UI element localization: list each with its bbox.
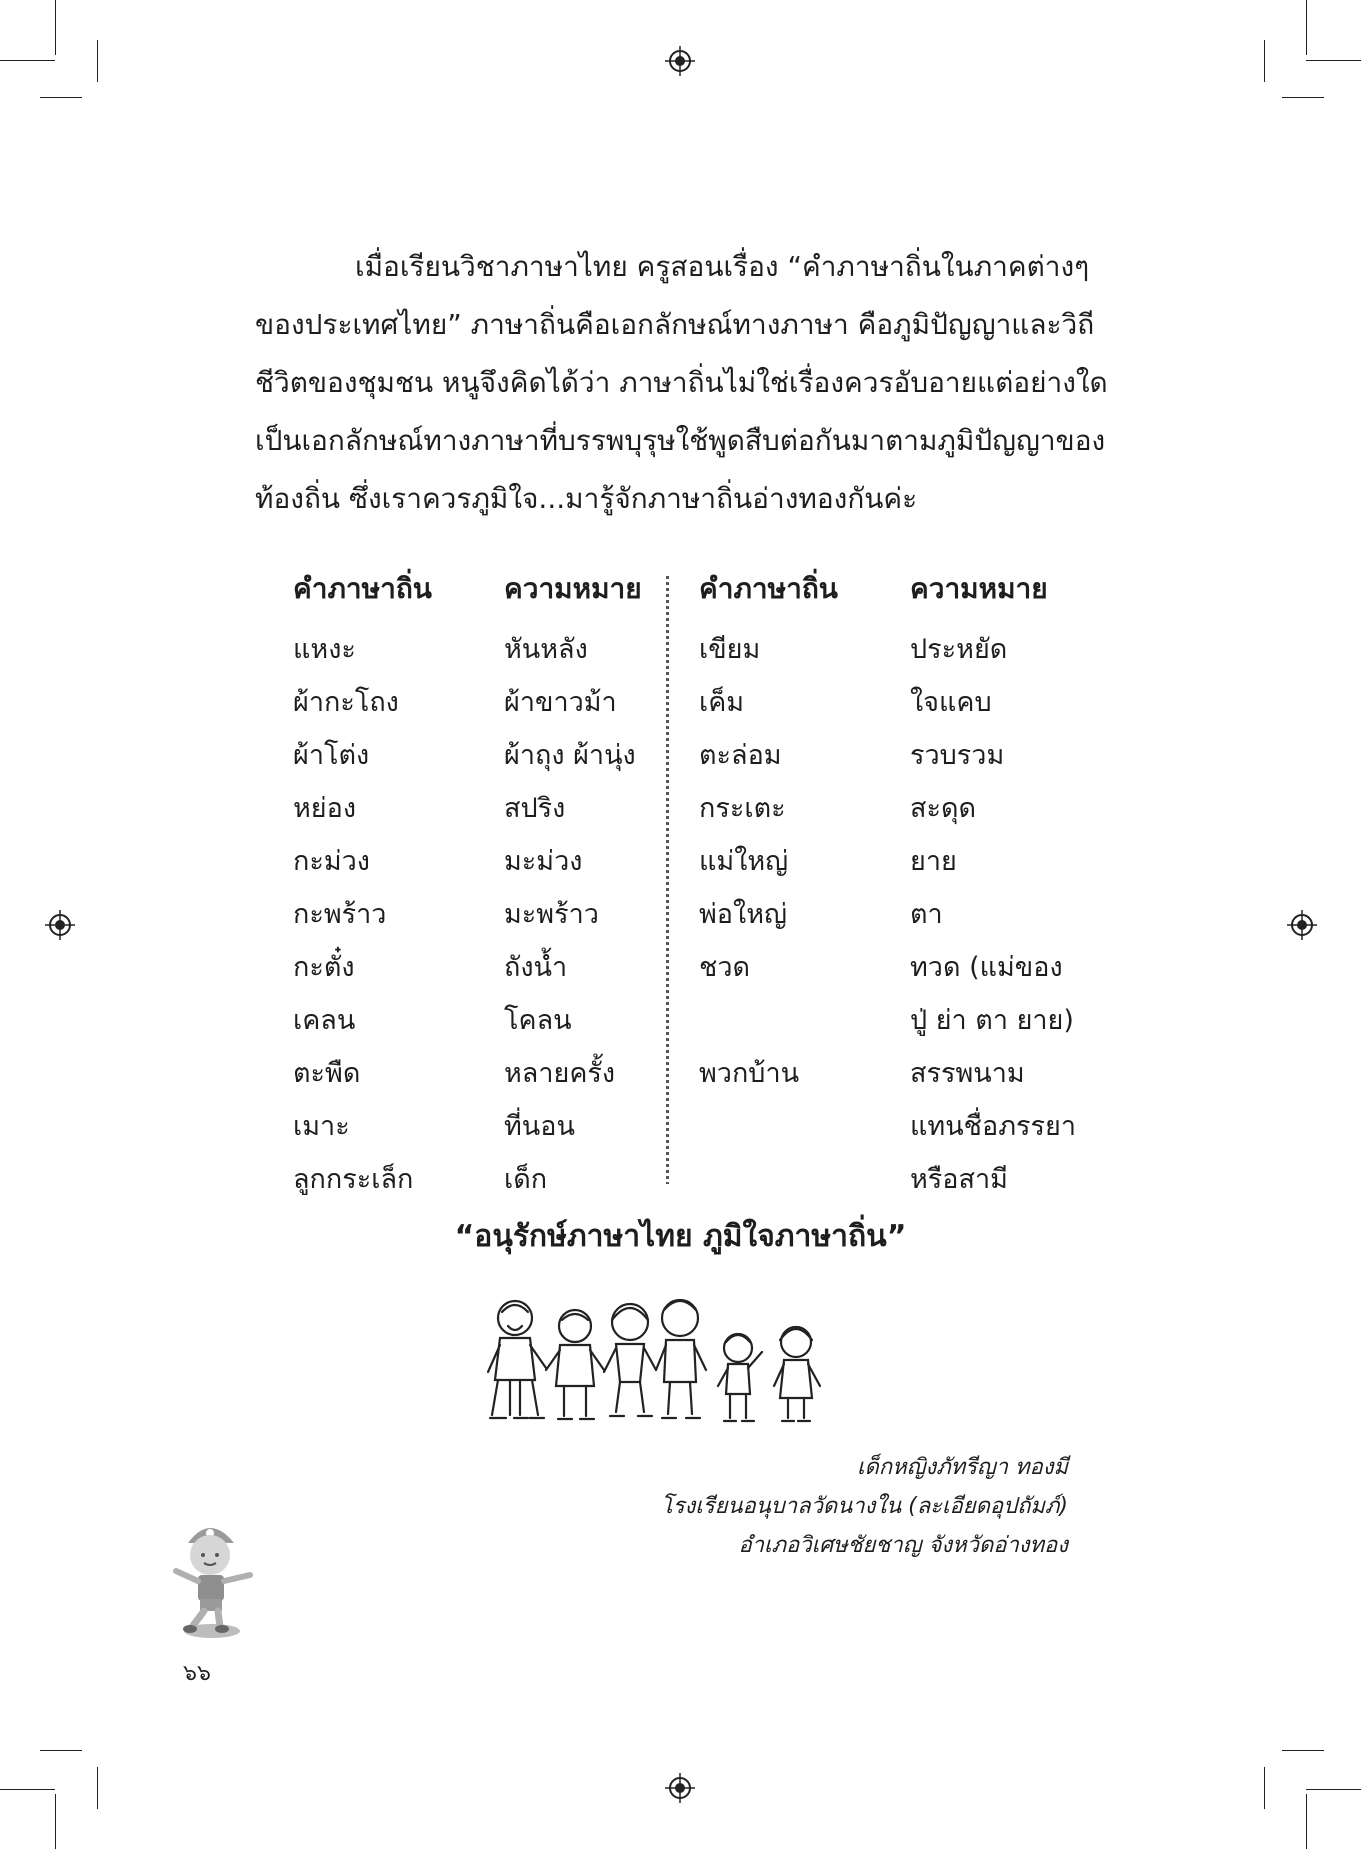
dialect-word: เค็ม [699, 687, 745, 718]
table-row [293, 1099, 642, 1152]
dialect-word: กะพร้าว [293, 899, 387, 930]
crop-mark [0, 1789, 55, 1790]
table-row [699, 993, 1076, 1046]
dialect-word: หย่อง [293, 793, 357, 824]
table-row [293, 728, 642, 781]
paragraph-line: เป็นเอกลักษณ์ทางภาษาที่บรรพบุรุษใช้พูดสืบต่อกันมาตามภูมิปัญญาของ [255, 424, 1106, 457]
table-row [699, 887, 1076, 940]
table-row [293, 1152, 642, 1205]
crop-mark [97, 40, 98, 82]
word-meaning: หรือสามี [910, 1164, 1008, 1195]
registration-mark-icon [1287, 910, 1317, 940]
word-meaning: ปู่ ย่า ตา ยาย) [910, 1005, 1074, 1036]
small-boy-figure [718, 1334, 762, 1421]
dialect-word: กระเตะ [699, 793, 786, 824]
girl-figure [604, 1304, 656, 1416]
word-meaning: หลายครั้ง [504, 1058, 616, 1089]
column-header-meaning: ความหมาย [504, 572, 642, 605]
crop-mark [1306, 1794, 1307, 1849]
dialect-word: เคลน [293, 1005, 356, 1036]
child-mascot-illustration [170, 1515, 260, 1640]
paragraph-line: ท้องถิ่น ซึ่งเราควรภูมิใจ...มารู้จักภาษาถิ่นอ่างทองกันค่ะ [255, 482, 918, 515]
word-meaning: ยาย [910, 846, 957, 877]
word-meaning: หันหลัง [504, 634, 588, 665]
grandmother-figure [546, 1310, 604, 1419]
word-meaning: โคลน [504, 1005, 572, 1036]
dialect-word: แม่ใหญ่ [699, 846, 789, 877]
dialect-word: กะม่วง [293, 846, 370, 877]
registration-mark-icon [45, 910, 75, 940]
word-meaning: สปริง [504, 793, 566, 824]
word-meaning: แทนชื่อภรรยา [910, 1111, 1076, 1142]
crop-mark [1264, 40, 1265, 82]
table-row [293, 993, 642, 1046]
table-row [293, 887, 642, 940]
crop-mark [1306, 0, 1307, 55]
author-location: อำเภอวิเศษชัยชาญ จังหวัดอ่างทอง [738, 1533, 1068, 1558]
table-row [699, 834, 1076, 887]
crop-mark [40, 97, 82, 98]
word-meaning: สะดุด [910, 793, 977, 824]
word-meaning: ผ้าถุง ผ้านุ่ง [504, 740, 636, 771]
column-header-meaning: ความหมาย [910, 572, 1048, 605]
vocab-table-right [699, 560, 1076, 1205]
grandfather-figure [488, 1301, 546, 1418]
table-header-row [699, 560, 1076, 618]
table-row [293, 675, 642, 728]
dialect-word: เขียม [699, 634, 761, 665]
author-credit [661, 1448, 1068, 1565]
dialect-word: ชวด [699, 952, 751, 983]
author-name: เด็กหญิงภัทรีญา ทองมี [857, 1455, 1068, 1480]
table-row [699, 781, 1076, 834]
dialect-word: พ่อใหญ่ [699, 899, 788, 930]
column-header-word: คำภาษาถิ่น [293, 572, 432, 605]
word-meaning: มะพร้าว [504, 899, 599, 930]
slogan: “อนุรักษ์ภาษาไทย ภูมิใจภาษาถิ่น” [454, 1219, 907, 1254]
dialect-word: ผ้าโต่ง [293, 740, 370, 771]
crop-mark [1282, 1750, 1324, 1751]
dialect-word: กะตั๋ง [293, 952, 355, 983]
crop-mark [40, 1750, 82, 1751]
page-number: ๖๖ [183, 1661, 211, 1686]
word-meaning: ประหยัด [910, 634, 1008, 665]
paragraph-line: เมื่อเรียนวิชาภาษาไทย ครูสอนเรื่อง “คำภาษาถิ่นในภาคต่างๆ [355, 250, 1090, 283]
author-school: โรงเรียนอนุบาลวัดนางใน (ละเอียดอุปถัมภ์) [660, 1494, 1068, 1519]
column-header-word: คำภาษาถิ่น [699, 572, 838, 605]
dialect-word: ตะล่อม [699, 740, 782, 771]
dotted-column-divider [666, 576, 669, 1184]
word-meaning: เด็ก [504, 1164, 548, 1195]
table-row [699, 728, 1076, 781]
table-row [293, 1046, 642, 1099]
dialect-word: ตะพืด [293, 1058, 361, 1089]
crop-mark [97, 1767, 98, 1809]
dialect-word: แหงะ [293, 634, 356, 665]
table-row [699, 622, 1076, 675]
table-row [699, 675, 1076, 728]
crop-mark [0, 60, 55, 61]
small-girl-figure [774, 1327, 820, 1421]
dialect-word: เมาะ [293, 1111, 350, 1142]
intro-paragraph [255, 238, 1108, 528]
crop-mark [1282, 97, 1324, 98]
paragraph-line: ของประเทศไทย” ภาษาถิ่นคือเอกลักษณ์ทางภาษา คือภูมิปัญญาและวิถี [255, 308, 1095, 341]
table-header-row [293, 560, 642, 618]
dialect-word: ลูกกระเล็ก [293, 1164, 414, 1195]
word-meaning: ถังน้ำ [504, 952, 568, 983]
table-row [293, 834, 642, 887]
word-meaning: สรรพนาม [910, 1058, 1025, 1089]
table-row [699, 1152, 1076, 1205]
word-meaning: ผ้าขาวม้า [504, 687, 617, 718]
crop-mark [1306, 1789, 1361, 1790]
word-meaning: ที่นอน [504, 1111, 575, 1142]
crop-mark [55, 1794, 56, 1849]
word-meaning: ทวด (แม่ของ [910, 952, 1063, 983]
table-row [293, 940, 642, 993]
table-row [699, 940, 1076, 993]
crop-mark [1306, 60, 1361, 61]
word-meaning: รวบรวม [910, 740, 1005, 771]
registration-mark-icon [665, 46, 695, 76]
paragraph-line: ชีวิตของชุมชน หนูจึงคิดได้ว่า ภาษาถิ่นไม่ใช่เรื่องควรอับอายแต่อย่างใด [255, 366, 1108, 399]
family-illustration [480, 1290, 840, 1430]
word-meaning: มะม่วง [504, 846, 583, 877]
crop-mark [55, 0, 56, 55]
table-row [699, 1046, 1076, 1099]
crop-mark [1264, 1767, 1265, 1809]
table-row [699, 1099, 1076, 1152]
table-row [293, 622, 642, 675]
word-meaning: ตา [910, 899, 943, 930]
dialect-word: พวกบ้าน [699, 1058, 800, 1089]
boy-figure [656, 1300, 706, 1418]
vocab-table-left [293, 560, 642, 1205]
dialect-word: ผ้ากะโถง [293, 687, 399, 718]
registration-mark-icon [665, 1773, 695, 1803]
word-meaning: ใจแคบ [910, 687, 992, 718]
table-row [293, 781, 642, 834]
